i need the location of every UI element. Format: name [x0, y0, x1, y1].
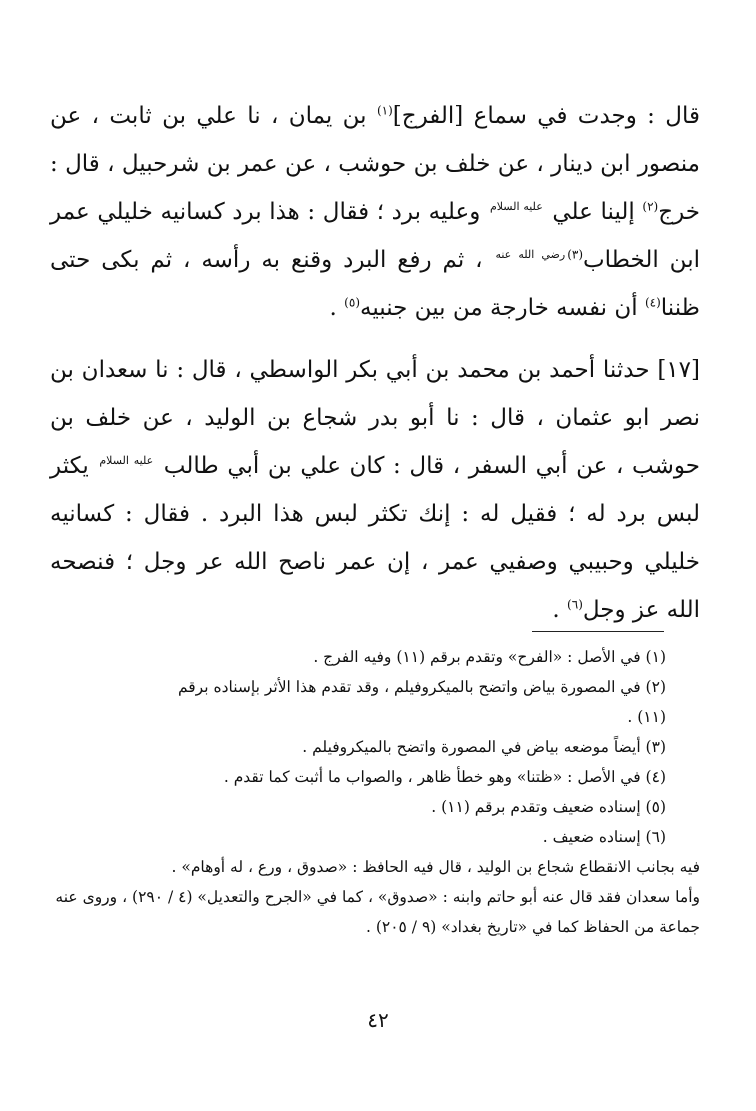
main-text: [50, 92, 700, 648]
footnote-5: (٥) إسناده ضعيف وتقدم برقم (١١) .: [431, 798, 666, 816]
paragraph-2: [50, 346, 700, 634]
honorific-glyph: عليه السلام: [99, 454, 154, 468]
paragraph-2-part-3: .: [552, 597, 568, 623]
footnote-6: (٦) إسناده ضعيف .: [542, 828, 666, 846]
paragraph-1: [50, 92, 700, 332]
footnote-6-note-2: وأما سعدان فقد قال عنه أبو حاتم وابنه : «صدوق» ، كما في «الجرح والتعديل» (٤ / ٢٩٠) ، وروى عنه جماعة من الحفاظ كما في «تاريخ بغداد» (٩ / ٢٠٥) .: [55, 888, 700, 936]
paragraph-1-part-2: بن يمان ، نا علي بن ثابت ، عن منصور ابن دينار ، عن خلف بن حوشب ، عن عمر بن شرحبيل ، قال : خرج: [50, 103, 700, 225]
footnote-separator: [532, 631, 664, 632]
footnote-ref-2: (٢): [642, 199, 659, 214]
honorific-glyph: عليه السلام: [489, 200, 543, 214]
footnote-ref-4: (٤): [644, 295, 661, 310]
footnote-ref-1: (١): [376, 103, 393, 118]
footnote-ref-5: (٥): [344, 295, 360, 310]
paragraph-2-part-1: [١٧] حدثنا أحمد بن محمد بن أبي بكر الواسطي ، قال : نا سعدان بن نصر ابو عثمان ، قال : نا أبو بدر شجاع بن الوليد ، عن خلف بن حوشب ، عن أبي السفر ، قال : كان علي بن أبي طالب: [50, 357, 701, 479]
footnotes: [50, 642, 700, 942]
footnote-2-continued: (١١) .: [627, 708, 666, 726]
paragraph-1-part-4: وعليه برد ؛ فقال : هذا برد كسانيه خليلي عمر ابن الخطاب: [50, 199, 700, 273]
footnote-3: (٣) أيضاً موضعه بياض في المصورة واتضح بالميكروفيلم .: [302, 738, 666, 756]
paragraph-1-part-7: .: [329, 295, 345, 321]
paragraph-1-part-3: إلينا علي: [544, 199, 643, 225]
footnote-1: (١) في الأصل : «الفرح» وتقدم برقم (١١) وفيه الفرج .: [313, 648, 666, 666]
honorific-glyph: رضي الله عنه: [495, 248, 566, 262]
paragraph-1-part-6: أن نفسه خارجة من بين جنبيه: [360, 295, 645, 321]
footnote-6-note-1: فيه بجانب الانقطاع شجاع بن الوليد ، قال فيه الحافظ : «صدوق ، ورع ، له أوهام» .: [171, 858, 700, 876]
footnote-ref-3: (٣): [567, 247, 584, 262]
paragraph-1-part-5: ، ثم رفع البرد وقنع به رأسه ، ثم بكى حتى ظننا: [50, 247, 700, 321]
paragraph-1-part-1: قال : وجدت في سماع [الفرج]: [392, 103, 700, 129]
footnote-ref-6: (٦): [567, 597, 583, 612]
paragraph-2-part-2: يكثر لبس برد له ؛ فقيل له : إنك تكثر لبس هذا البرد . فقال : كسانيه خليلي وحبيبي وصفيي عمر ، إن عمر ناصح الله عر وجل ؛ فنصحه الله عز وجل: [50, 453, 700, 623]
footnote-4: (٤) في الأصل : «ظتنا» وهو خطأ ظاهر ، والصواب ما أثبت كما تقدم .: [223, 768, 666, 786]
footnote-2: (٢) في المصورة بياض واتضح بالميكروفيلم ، وقد تقدم هذا الأثر بإسناده برقم: [177, 678, 666, 696]
page-number: ٤٢: [367, 1008, 389, 1032]
